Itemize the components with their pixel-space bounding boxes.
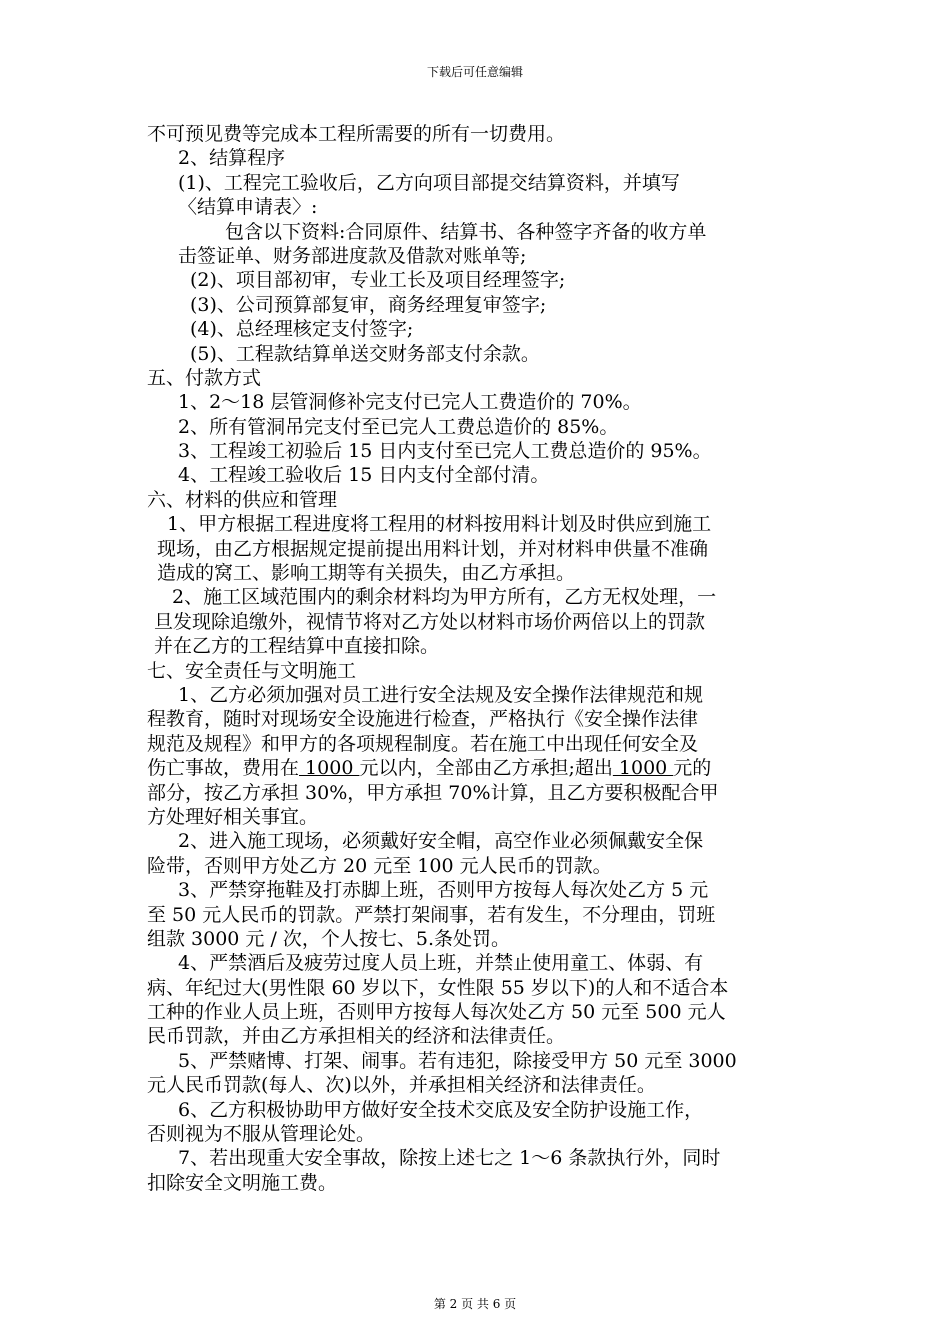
text-line: 旦发现除追缴外，视情节将对乙方处以材料市场价两倍以上的罚款 [154,610,706,633]
page-footer: 第 2 页 共 6 页 [433,1297,517,1311]
text-line: 否则视为不服从管理论处。 [147,1123,376,1146]
text-line: (5)、工程款结算单送交财务部支付余款。 [190,342,540,365]
text-line: 〈结算申请表〉: [178,196,318,219]
text-line: 1、2～18 层管洞修补完支付已完人工费造价的 70%。 [178,391,642,414]
section-heading: 六、材料的供应和管理 [147,488,338,511]
text-line: 2、进入施工现场，必须戴好安全帽，高空作业必须佩戴安全保 [178,830,704,853]
text-line: (2)、项目部初审，专业工长及项目经理签字; [190,269,566,292]
text-line: 病、年纪过大(男性限 60 岁以下，女性限 55 岁以下)的人和不适合本 [147,976,729,999]
text-line: 不可预见费等完成本工程所需要的所有一切费用。 [147,123,566,145]
text-line: 2、施工区域范围内的剩余材料均为甲方所有，乙方无权处理，一 [172,586,717,609]
text-line: 3、严禁穿拖鞋及打赤脚上班，否则甲方按每人每次处乙方 5 元 [178,879,709,902]
text-line [147,756,807,780]
text-line: 1、甲方根据工程进度将工程用的材料按用料计划及时供应到施工 [167,513,712,536]
text-line: 4、严禁酒后及疲劳过度人员上班，并禁止使用童工、体弱、有 [178,952,704,975]
text-line: 程教育，随时对现场安全设施进行检查，严格执行《安全操作法律 [147,708,699,731]
text-line: 并在乙方的工程结算中直接扣除。 [154,635,440,658]
text-line: 组款 3000 元 / 次，个人按七、5.条处罚。 [147,927,511,950]
text-line: 包含以下资料:合同原件、结算书、各种签字齐备的收方单 [225,220,707,243]
page-header: 下载后可任意编辑 [426,65,523,79]
section-heading: 2、结算程序 [178,147,286,170]
text-line: 击签证单、财务部进度款及借款对账单等; [178,244,527,267]
section-heading: 七、安全责任与文明施工 [147,659,357,682]
text-line: 5、严禁赌博、打架、闹事。若有违犯，除接受甲方 50 元至 3000 [178,1049,737,1072]
text-line: 4、工程竣工验收后 15 日内支付全部付清。 [178,464,550,487]
underlined-amount: 1000 [299,757,360,780]
text-line: 6、乙方积极协助甲方做好安全技术交底及安全防护设施工作， [178,1098,704,1121]
text-line: 至 50 元人民币的罚款。严禁打架闹事，若有发生，不分理由，罚班 [147,903,716,926]
text-segment: 伤亡事故，费用在 [147,757,300,780]
text-line: 造成的窝工、影响工期等有关损失，由乙方承担。 [157,562,576,585]
text-line: (4)、总经理核定支付签字; [190,318,414,341]
text-segment: 元的 [673,757,712,780]
text-line: 现场，由乙方根据规定提前提出用料计划，并对材料申供量不准确 [157,537,709,560]
text-line: 民币罚款，并由乙方承担相关的经济和法律责任。 [147,1025,566,1048]
text-line: 7、若出现重大安全事故，除按上述七之 1～6 条款执行外，同时 [178,1147,721,1170]
text-line: (1)、工程完工验收后，乙方向项目部提交结算资料，并填写 [178,171,680,194]
section-heading: 五、付款方式 [147,366,262,389]
text-line: 部分，按乙方承担 30%，甲方承担 70%计算，且乙方要积极配合甲 [147,781,719,804]
text-line: 方处理好相关事宜。 [147,805,319,828]
text-line: 工种的作业人员上班，否则甲方按每人每次处乙方 50 元至 500 元人 [147,1001,726,1024]
text-line: 3、工程竣工初验后 15 日内支付至已完人工费总造价的 95%。 [178,440,712,463]
text-line: 元人民币罚款(每人、次)以外，并承担相关经济和法律责任。 [147,1074,656,1097]
text-line: 险带，否则甲方处乙方 20 元至 100 元人民币的罚款。 [147,854,612,877]
document-body [147,122,807,1195]
text-line: 扣除安全文明施工费。 [147,1171,338,1194]
text-segment: 元以内，全部由乙方承担;超出 [359,757,613,780]
text-line: 1、乙方必须加强对员工进行安全法规及安全操作法律规范和规 [178,683,704,706]
underlined-amount: 1000 [612,757,674,780]
text-line: 2、所有管洞吊完支付至已完人工费总造价的 85%。 [178,415,619,438]
text-line: (3)、公司预算部复审，商务经理复审签字; [190,293,547,316]
text-line: 规范及规程》和甲方的各项规程制度。若在施工中出现任何安全及 [147,732,699,755]
